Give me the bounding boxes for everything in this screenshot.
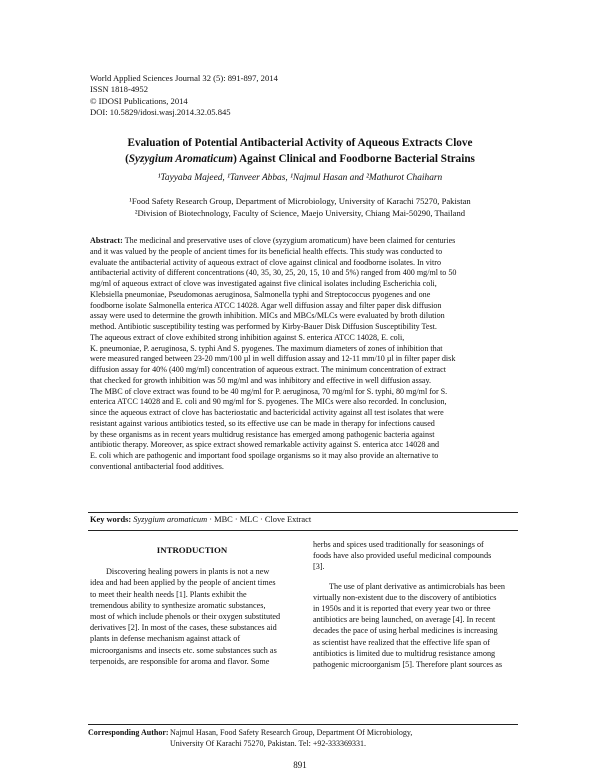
abstract-line: antibacterial activity of different concentrations (40, 35, 30, 25, 20, 15, 10 and 5%) ranged from 400 mg/ml to 50 (90, 268, 457, 278)
abstract-line: mg/ml of aqueous extract of clove was investigated against five clinical isolates including Escherichia coli, (90, 279, 437, 288)
abstract-line: foodborne isolate Salmonella enterica ATCC 14028. Agar well diffusion assay and filter paper disk diffusion (90, 300, 442, 310)
abstract-line: method. Antibiotic susceptibility testing was performed by Kirby-Bauer Disk Diffusion Susceptibility Test. (90, 322, 437, 331)
affiliation-2: ²Division of Biotechnology, Faculty of Science, Maejo University, Chiang Mai-50290, Thailand (134, 208, 466, 218)
keywords-top-rule (88, 512, 518, 513)
keywords: Key words: Syzygium aromaticum · MBC · MLC · Clove Extract (90, 515, 312, 524)
abstract-line: that checked for growth inhibition was 50 mg/ml and was inhibitory and effective in well diffusion assay. (90, 375, 432, 385)
keyword: MLC (239, 515, 258, 524)
corresponding-author (88, 727, 518, 749)
journal-header (90, 73, 278, 119)
body-line: virtually non-existent due to the discovery of antibiotics (313, 592, 497, 602)
intro-left-column (90, 545, 294, 667)
body-line: microorganisms and insects etc. some substances such as (90, 645, 277, 655)
corresponding-line-2: University Of Karachi 75270, Pakistan. Tel: +92-333369331. (170, 739, 366, 748)
abstract-label: Abstract: (90, 236, 123, 245)
body-line: antibiotics are being launched, on average [4]. In recent (313, 615, 496, 625)
title-line-2-rest: ) Against Clinical and Foodborne Bacterial Strains (233, 153, 475, 165)
abstract-line: since the aqueous extract of clove has bacteriostatic and bactericidal activity against all test isolates that were (90, 408, 444, 417)
abstract-line: by these organisms as in recent years multidrug resistance has emerged among pathogenic bacteria against (90, 429, 435, 439)
body-line: Discovering healing powers in plants is not a new (106, 567, 270, 577)
affiliations (60, 195, 540, 219)
title-species: Syzygium Aromaticum (128, 153, 234, 165)
abstract-line: enterica ATCC 14028 and E. coli and 90 mg/ml for S. pyogenes. The MICs were also recorded. In conclusion, (90, 397, 447, 407)
abstract-line: resistant against various antibiotics tested, so its effective use can be made in therapy for infections caused (90, 418, 435, 428)
page-number: 891 (293, 760, 307, 770)
keywords-label: Key words: (90, 515, 132, 524)
body-line: herbs and spices used traditionally for seasonings of (313, 540, 484, 549)
abstract-line: conventional antibacterial food additives. (90, 461, 224, 471)
abstract-line: E. coli which are pathogenic and important food spoilage organisms so it may also provide an alternative to (90, 451, 439, 460)
body-line: as scientist have realized that the effective life span of (313, 637, 490, 647)
corresponding-line-1: Najmul Hasan, Food Safety Research Group, Department Of Microbiology, (170, 728, 413, 737)
title-line-2: (Syzygium Aromaticum) Against Clinical and Foodborne Bacterial Strains (125, 153, 475, 165)
corresponding-label: Corresponding Author: (88, 728, 169, 737)
abstract-line: were measured ranged between 23-20 mm/100 µl in well diffusion assay and 12-11 mm/10 µl in filter paper disk (90, 354, 456, 364)
abstract-line: K. pneumoniae, P. aeruginosa, S. typhi And S. pyogenes. The maximum diameters of zones of inhibition that (90, 343, 443, 353)
abstract-line: antibiotic therapy. Moreover, as spice extract showed remarkable activity against S. enterica atcc 14028 and (90, 440, 440, 450)
keyword: Syzygium aromaticum (133, 515, 208, 524)
keyword: MBC (214, 515, 233, 524)
abstract-line: The aqueous extract of clove exhibited strong inhibition against S. enterica ATCC 14028, E. coli, (90, 332, 405, 342)
body-line: in 1950s and it is reported that every year two or three (313, 604, 491, 614)
body-line: tremendous ability to synthesize aromatic substances, (90, 600, 266, 610)
body-line: antibiotics is limited due to multidrug resistance among (313, 648, 496, 658)
body-line: idea and had been applied by the people of ancient times (90, 578, 276, 588)
section-heading: INTRODUCTION (156, 545, 228, 555)
journal-doi: DOI: 10.5829/idosi.wasj.2014.32.05.845 (90, 107, 231, 118)
body-line: The use of plant derivative as antimicrobials has been (329, 581, 505, 591)
body-line: terpenoids, are responsible for aroma and flavor. Some (90, 656, 270, 666)
abstract-line: evaluate the antibacterial activity of aqueous extract of clove against clinical and foodborne isolates. In vitro (90, 257, 442, 267)
body-line: to meet their health needs [1]. Plants exhibit the (90, 589, 247, 599)
abstract-line: diffusion assay for 40% (400 mg/ml) concentration of aqueous extract. The minimum concentration of extract (90, 365, 446, 374)
keyword: Clove Extract (264, 515, 312, 524)
title-line-1: Evaluation of Potential Antibacterial Activity of Aqueous Extracts Clove (127, 137, 473, 149)
body-line: most of which include phenols or their oxygen substituted (90, 612, 281, 622)
footnote-rule (88, 724, 518, 725)
journal-issn: ISSN 1818-4952 (90, 84, 149, 95)
abstract-line: and it was valued by the people of ancient times for its beneficial health effects. This study was conducted to (90, 246, 443, 256)
abstract-line: The medicinal and preservative uses of clove (syzygium aromaticum) have been claimed for centuries (124, 236, 456, 245)
journal-copyright: © IDOSI Publications, 2014 (90, 95, 188, 106)
keywords-bottom-rule (88, 530, 518, 531)
body-line: [3]. (313, 562, 325, 572)
body-line: pathogenic microorganism [5]. Therefore plant sources as (313, 660, 503, 670)
intro-right-column (313, 539, 517, 670)
body-line: plants in defense mechanism against attack of (90, 634, 241, 644)
journal-citation: World Applied Sciences Journal 32 (5): 891-897, 2014 (90, 73, 278, 83)
abstract-line: Klebsiella pneumoniae, Pseudomonas aeruginosa, Salmonella typhi and Streptococcus pyogenes and one (90, 289, 431, 299)
author-list: ¹Tayyaba Majeed, ¹Tanveer Abbas, ¹Najmul Hasan and ²Mathurot Chaiharn (157, 173, 443, 183)
affiliation-1: ¹Food Safety Research Group, Department of Microbiology, University of Karachi 75270, Pakistan (129, 196, 471, 206)
abstract-line: The MBC of clove extract was found to be 40 mg/ml for P. aeruginosa, 70 mg/ml for S. typhi, 80 mg/ml for S. (90, 386, 448, 396)
body-line: foods have also provided useful medicinal compounds (313, 551, 492, 561)
paper-title (70, 135, 530, 167)
body-line: derivatives [2]. In most of the cases, these substances aid (90, 623, 277, 633)
abstract (90, 236, 517, 473)
abstract-line: assay were used to determine the growth inhibition. MICs and MBCs/MLCs were evaluated by broth dilution (90, 311, 445, 321)
body-line: decades the pace of using herbal medicines is increasing (313, 626, 498, 636)
